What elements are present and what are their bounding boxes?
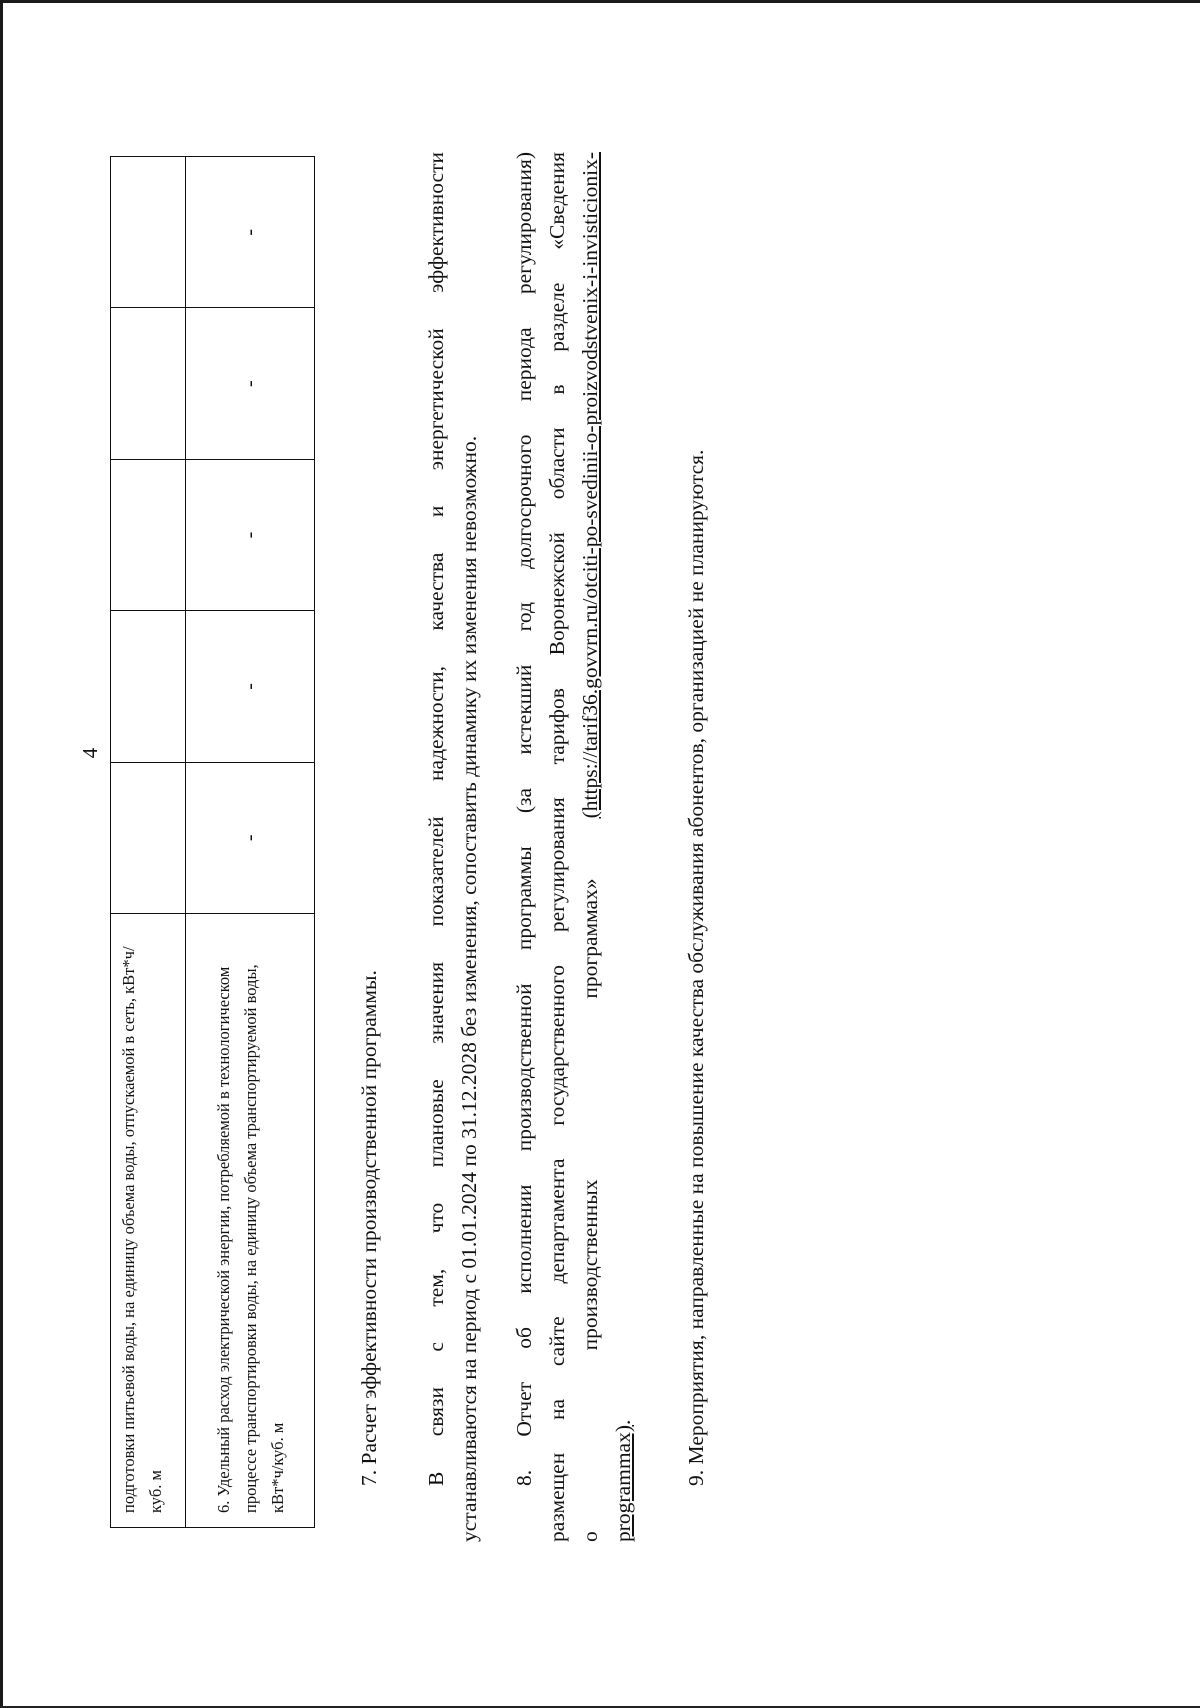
paragraph-line [420, 152, 453, 1542]
table-cell-value [111, 308, 186, 459]
paragraph-line [574, 152, 607, 1542]
section-8-paragraph [508, 152, 640, 1542]
table-cell-value: - [186, 308, 315, 459]
table-cell-value [111, 611, 186, 762]
paragraph-line [607, 152, 640, 1542]
tarif-link[interactable]: (https://tarif36.govvrn.ru/otciti-po-svedinii-o-proizvodstvenix-i-invisticionix- [578, 152, 602, 819]
paragraph-line [508, 152, 541, 1542]
table-cell-label: 6. Удельный расход электрической энергии, потребляемой в технологическом процессе транспортировки воды, на единицу объема транспортируемой воды, кВт*ч/куб. м [186, 914, 315, 1528]
indicators-table [110, 156, 315, 1528]
table-cell-value [111, 157, 186, 308]
table-cell-value: - [186, 157, 315, 308]
table-row [111, 157, 186, 1528]
section-7-heading: 7. Расчет эффективности производственной программы. [357, 970, 381, 1486]
table-cell-label: подготовки питьевой воды, на единицу объема воды, отпускаемой в сеть, кВт*ч/куб. м [111, 914, 186, 1528]
paragraph-line-text: 8. Отчет об исполнении производственной программы (за истекший год долгосрочного периода регулирования) [512, 152, 536, 1486]
table-cell-value: - [186, 762, 315, 913]
table-cell-value: - [186, 611, 315, 762]
paragraph-line-text: . [611, 1419, 635, 1425]
table-cell-value [111, 762, 186, 913]
paragraph-line: устанавливаются на период с 01.01.2024 по 31.12.2028 без изменения, сопоставить динамику их изменения невозможно. [457, 435, 481, 1542]
table-cell-value: - [186, 459, 315, 610]
table-row [186, 157, 315, 1528]
table-cell-value [111, 459, 186, 610]
tarif-link-continuation[interactable]: programmax) [611, 1424, 635, 1542]
section-9-paragraph: 9. Мероприятия, направленные на повышение качества обслуживания абонентов, организацией не планируются. [684, 449, 708, 1486]
paragraph-line-text: В связи с тем, что плановые значения показателей надежности, качества и энергетической эффективности [424, 152, 448, 1486]
paragraph-line-text: о производственных программах» [578, 878, 602, 1542]
page-number: 4 [78, 747, 102, 759]
paragraph-line: размещен на сайте департамента государственного регулирования тарифов Воронежской области в разделе «Сведения [545, 152, 569, 1542]
section-7-paragraph [420, 152, 486, 1542]
